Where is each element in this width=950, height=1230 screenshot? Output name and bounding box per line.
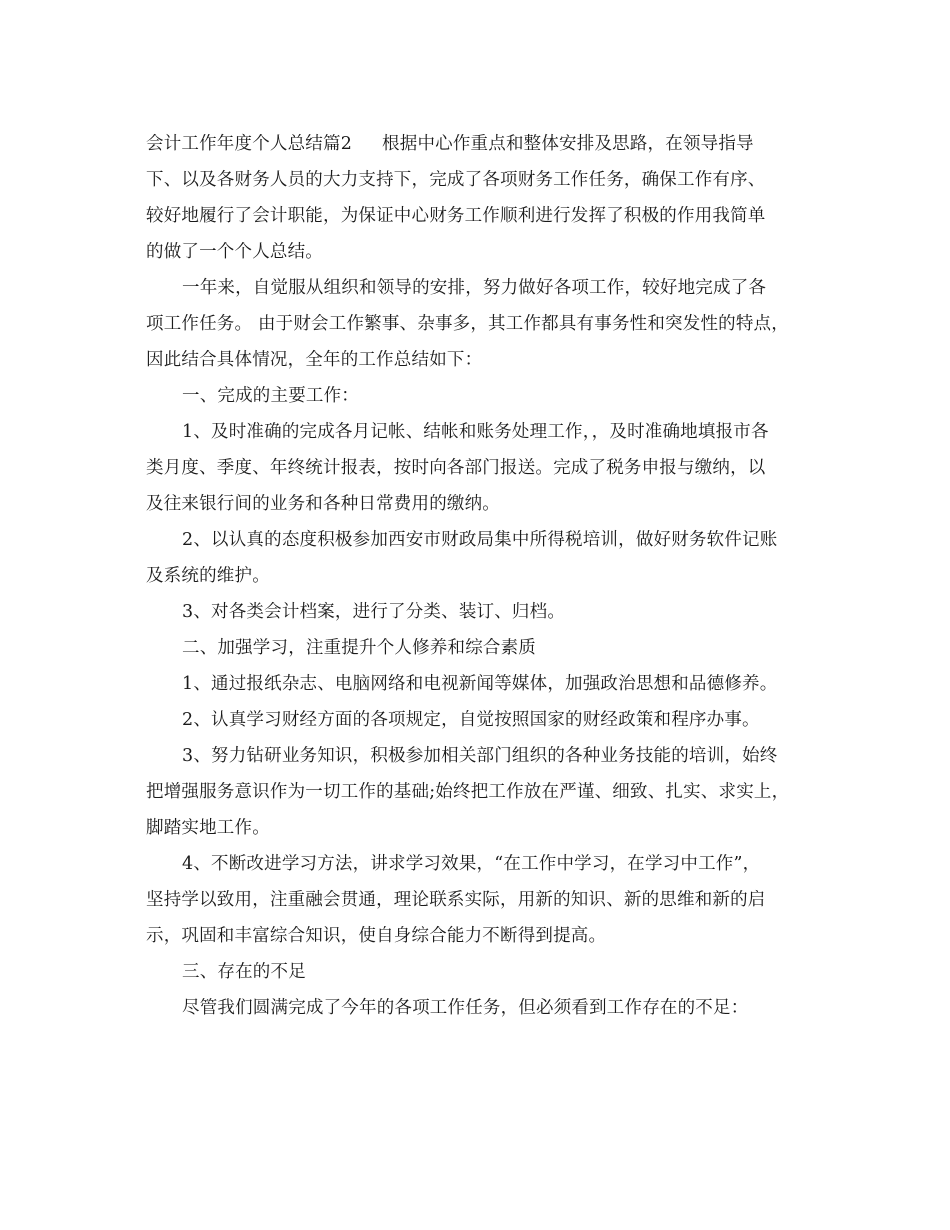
text-line-3: 较好地履行了会计职能，为保证中心财务工作顺利进行发挥了积极的作用我简单 [146, 206, 766, 226]
text-line-11: 及往来银行间的业务和各种日常费用的缴纳。 [146, 494, 500, 514]
section-heading-1: 一、完成的主要工作： [182, 386, 359, 406]
text-line-4: 的做了一个个人总结。 [146, 242, 323, 262]
text-line-21: 4、不断改进学习方法，讲求学习效果，“在工作中学习，在学习中工作”， [182, 854, 761, 874]
text-line-2: 下、以及各财务人员的大力支持下，完成了各项财务工作任务，确保工作有序、 [146, 170, 766, 190]
text-line-5: 一年来，自觉服从组织和领导的安排，努力做好各项工作，较好地完成了各 [182, 278, 767, 298]
text-line-22: 坚持学以致用，注重融会贯通，理论联系实际，用新的知识、新的思维和新的启 [146, 890, 766, 910]
text-line-25: 尽管我们圆满完成了今年的各项工作任务，但必须看到工作存在的不足： [182, 998, 749, 1018]
text-line-13: 及系统的维护。 [146, 566, 270, 586]
text-line-16: 1、通过报纸杂志、电脑网络和电视新闻等媒体，加强政治思想和品德修养。 [182, 674, 778, 694]
heading-continuation: 根据中心作重点和整体安排及思路，在领导指导 [382, 134, 754, 154]
text-line-17: 2、认真学习财经方面的各项规定，自觉按照国家的财经政策和程序办事。 [182, 710, 760, 730]
text-line-20: 脚踏实地工作。 [146, 818, 270, 838]
document-heading: 会计工作年度个人总结篇2 [146, 134, 353, 154]
text-line-19: 把增强服务意识作为一切工作的基础;始终把工作放在严谨、细致、扎实、求实上， [146, 782, 790, 802]
text-line-10: 类月度、季度、年终统计报表，按时向各部门报送。完成了税务申报与缴纳，以 [146, 458, 766, 478]
text-line-7: 因此结合具体情况，全年的工作总结如下： [146, 350, 483, 370]
section-heading-2: 二、加强学习，注重提升个人修养和综合素质 [182, 638, 536, 658]
document-body [146, 126, 822, 1026]
section-heading-3: 三、存在的不足 [182, 962, 306, 982]
text-line-12: 2、以认真的态度积极参加西安市财政局集中所得税培训，做好财务软件记账 [182, 530, 778, 550]
text-line-9: 1、及时准确的完成各月记帐、结帐和账务处理工作，，及时准确地填报市各 [182, 422, 769, 442]
text-line-1 [146, 126, 822, 162]
text-line-23: 示，巩固和丰富综合知识，使自身综合能力不断得到提高。 [146, 926, 607, 946]
text-line-6: 项工作任务。 由于财会工作繁事、杂事多，其工作都具有事务性和突发性的特点， [146, 314, 789, 334]
text-line-14: 3、对各类会计档案，进行了分类、装订、归档。 [182, 602, 566, 622]
text-line-18: 3、努力钻研业务知识，积极参加相关部门组织的各种业务技能的培训，始终 [182, 746, 778, 766]
